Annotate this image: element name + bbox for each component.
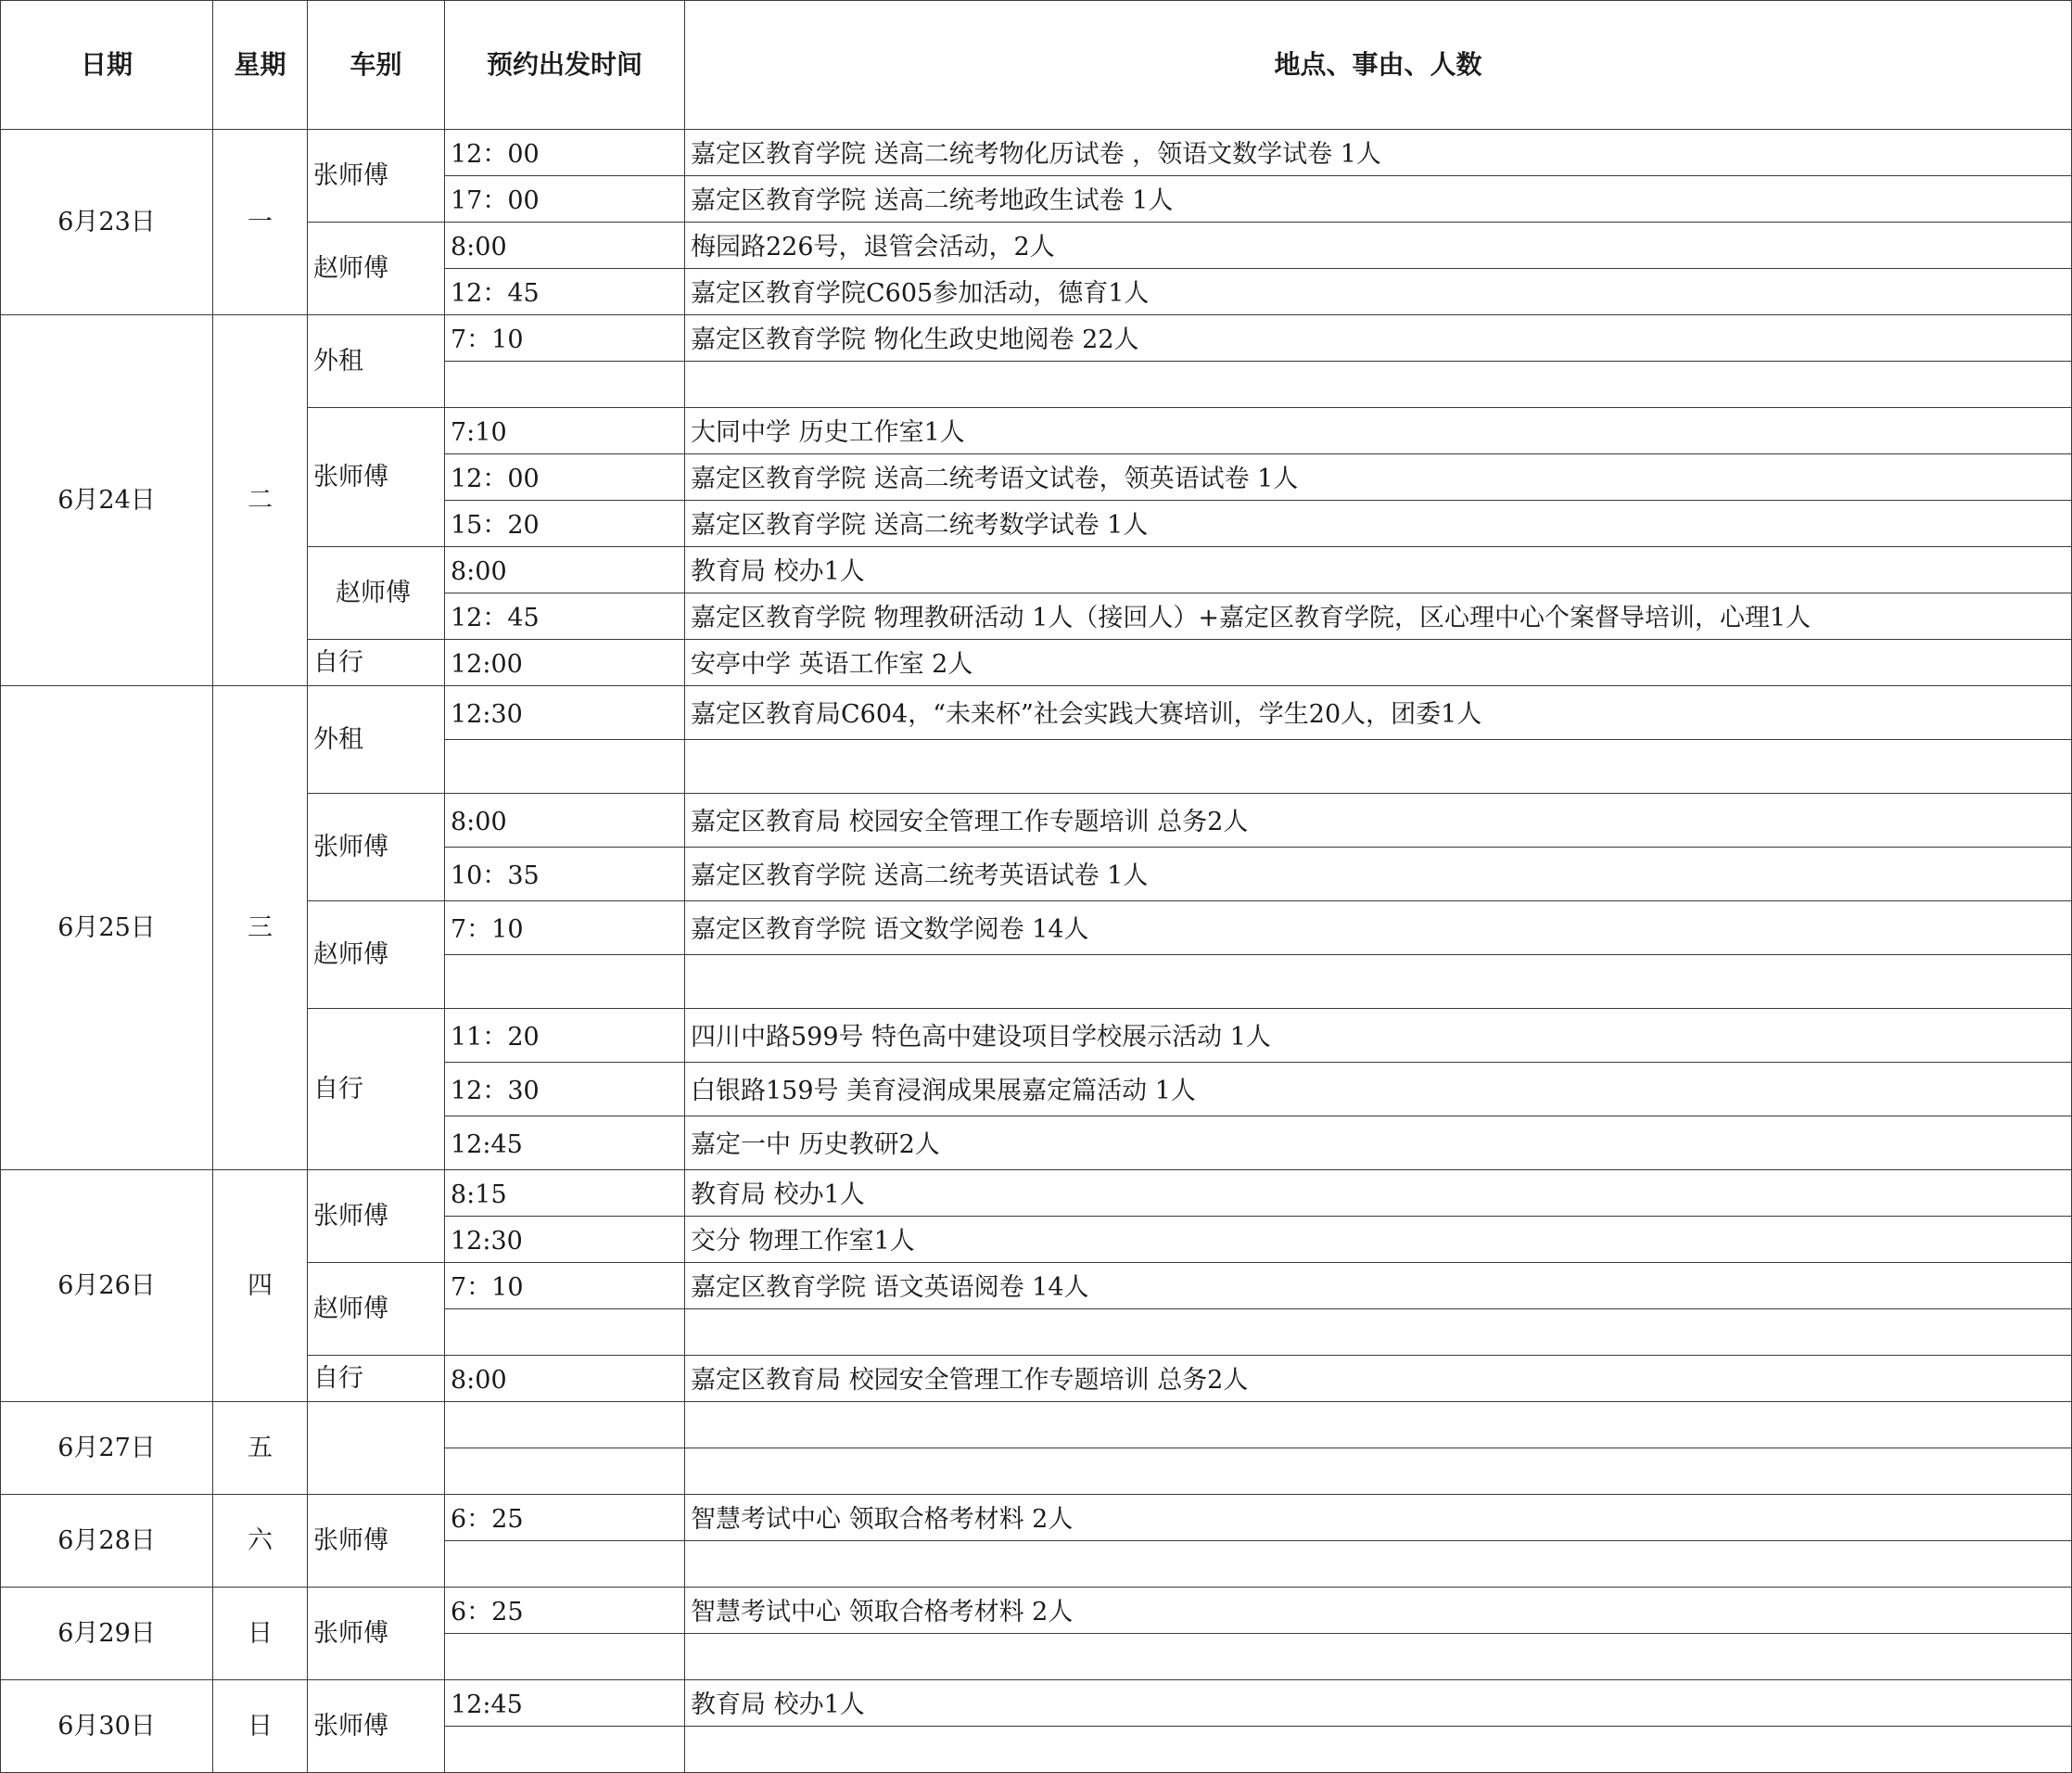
header-vehicle: 车别 — [308, 1, 445, 130]
detail-cell: 嘉定区教育学院 语文数学阅卷 14人 — [685, 901, 2072, 955]
time-cell: 8:00 — [445, 1356, 685, 1402]
detail-cell — [685, 955, 2072, 1009]
time-cell: 7：10 — [445, 901, 685, 955]
weekday-cell: 一 — [213, 130, 308, 315]
detail-cell: 嘉定区教育学院 送高二统考地政生试卷 1人 — [685, 176, 2072, 223]
time-cell: 6：25 — [445, 1495, 685, 1541]
vehicle-cell — [308, 1402, 445, 1495]
detail-cell: 嘉定区教育学院 送高二统考语文试卷，领英语试卷 1人 — [685, 454, 2072, 501]
date-cell: 6月26日 — [1, 1170, 213, 1402]
schedule-row — [1, 1588, 2072, 1634]
vehicle-cell: 外租 — [308, 686, 445, 794]
vehicle-cell: 张师傅 — [308, 1680, 445, 1773]
detail-cell: 嘉定区教育学院 物理教研活动 1人（接回人）+嘉定区教育学院，区心理中心个案督导培训，心理1人 — [685, 593, 2072, 640]
schedule-row — [1, 1495, 2072, 1541]
schedule-row — [1, 1170, 2072, 1217]
schedule-row — [1, 1263, 2072, 1309]
detail-cell: 嘉定区教育学院C605参加活动，德育1人 — [685, 269, 2072, 315]
detail-cell: 嘉定区教育学院 送高二统考英语试卷 1人 — [685, 848, 2072, 901]
detail-cell — [685, 1727, 2072, 1773]
schedule-row — [1, 130, 2072, 176]
vehicle-cell: 张师傅 — [308, 130, 445, 223]
vehicle-cell: 自行 — [308, 1356, 445, 1402]
time-cell: 12:30 — [445, 686, 685, 740]
date-cell: 6月28日 — [1, 1495, 213, 1588]
time-cell — [445, 362, 685, 408]
time-cell: 8:00 — [445, 223, 685, 269]
detail-cell: 大同中学 历史工作室1人 — [685, 408, 2072, 454]
vehicle-cell: 赵师傅 — [308, 223, 445, 315]
schedule-row — [1, 640, 2072, 686]
schedule-row — [1, 547, 2072, 593]
detail-cell: 嘉定区教育学院 物化生政史地阅卷 22人 — [685, 315, 2072, 362]
time-cell — [445, 1448, 685, 1495]
vehicle-cell: 外租 — [308, 315, 445, 408]
time-cell: 12：00 — [445, 454, 685, 501]
time-cell: 10：35 — [445, 848, 685, 901]
detail-cell — [685, 740, 2072, 794]
date-cell: 6月24日 — [1, 315, 213, 686]
detail-cell: 四川中路599号 特色高中建设项目学校展示活动 1人 — [685, 1009, 2072, 1063]
detail-cell — [685, 1402, 2072, 1448]
weekday-cell: 日 — [213, 1680, 308, 1773]
time-cell: 12:45 — [445, 1680, 685, 1727]
date-cell: 6月30日 — [1, 1680, 213, 1773]
time-cell: 15：20 — [445, 501, 685, 547]
detail-cell — [685, 1448, 2072, 1495]
vehicle-cell: 张师傅 — [308, 794, 445, 901]
time-cell — [445, 1309, 685, 1356]
time-cell: 12：45 — [445, 269, 685, 315]
header-weekday: 星期 — [213, 1, 308, 130]
schedule-row — [1, 1356, 2072, 1402]
time-cell: 12：30 — [445, 1063, 685, 1116]
vehicle-cell: 自行 — [308, 1009, 445, 1170]
time-cell: 11：20 — [445, 1009, 685, 1063]
time-cell: 7:10 — [445, 408, 685, 454]
weekday-cell: 二 — [213, 315, 308, 686]
time-cell: 12:30 — [445, 1217, 685, 1263]
detail-cell: 交分 物理工作室1人 — [685, 1217, 2072, 1263]
detail-cell: 智慧考试中心 领取合格考材料 2人 — [685, 1588, 2072, 1634]
vehicle-cell: 赵师傅 — [308, 1263, 445, 1356]
weekday-cell: 六 — [213, 1495, 308, 1588]
time-cell — [445, 740, 685, 794]
time-cell — [445, 1634, 685, 1680]
schedule-row — [1, 315, 2072, 362]
detail-cell: 嘉定区教育学院 送高二统考物化历试卷 ，领语文数学试卷 1人 — [685, 130, 2072, 176]
header-time: 预约出发时间 — [445, 1, 685, 130]
weekday-cell: 三 — [213, 686, 308, 1170]
detail-cell — [685, 1634, 2072, 1680]
detail-cell: 嘉定区教育学院 送高二统考数学试卷 1人 — [685, 501, 2072, 547]
time-cell — [445, 1727, 685, 1773]
time-cell — [445, 955, 685, 1009]
schedule-row — [1, 1009, 2072, 1063]
detail-cell: 安亭中学 英语工作室 2人 — [685, 640, 2072, 686]
detail-cell: 教育局 校办1人 — [685, 547, 2072, 593]
time-cell: 12:00 — [445, 640, 685, 686]
time-cell: 12:45 — [445, 1116, 685, 1170]
vehicle-cell: 张师傅 — [308, 408, 445, 547]
schedule-row — [1, 1680, 2072, 1727]
time-cell: 7：10 — [445, 315, 685, 362]
vehicle-cell: 自行 — [308, 640, 445, 686]
detail-cell: 白银路159号 美育浸润成果展嘉定篇活动 1人 — [685, 1063, 2072, 1116]
schedule-row — [1, 1402, 2072, 1448]
detail-cell: 嘉定区教育局 校园安全管理工作专题培训 总务2人 — [685, 794, 2072, 848]
date-cell: 6月25日 — [1, 686, 213, 1170]
detail-cell: 嘉定一中 历史教研2人 — [685, 1116, 2072, 1170]
schedule-row — [1, 223, 2072, 269]
weekday-cell: 四 — [213, 1170, 308, 1402]
vehicle-cell: 张师傅 — [308, 1495, 445, 1588]
detail-cell: 梅园路226号，退管会活动，2人 — [685, 223, 2072, 269]
header-detail: 地点、事由、人数 — [685, 1, 2072, 130]
time-cell — [445, 1402, 685, 1448]
detail-cell — [685, 1541, 2072, 1588]
time-cell: 6：25 — [445, 1588, 685, 1634]
date-cell: 6月29日 — [1, 1588, 213, 1680]
detail-cell: 嘉定区教育局 校园安全管理工作专题培训 总务2人 — [685, 1356, 2072, 1402]
vehicle-cell: 张师傅 — [308, 1588, 445, 1680]
detail-cell: 教育局 校办1人 — [685, 1170, 2072, 1217]
schedule-row — [1, 408, 2072, 454]
vehicle-cell: 赵师傅 — [308, 901, 445, 1009]
time-cell: 8:15 — [445, 1170, 685, 1217]
detail-cell: 智慧考试中心 领取合格考材料 2人 — [685, 1495, 2072, 1541]
schedule-row — [1, 794, 2072, 848]
time-cell: 8:00 — [445, 547, 685, 593]
vehicle-cell: 赵师傅 — [308, 547, 445, 640]
time-cell: 7：10 — [445, 1263, 685, 1309]
vehicle-cell: 张师傅 — [308, 1170, 445, 1263]
schedule-row — [1, 686, 2072, 740]
detail-cell — [685, 362, 2072, 408]
schedule-row — [1, 901, 2072, 955]
time-cell: 12：45 — [445, 593, 685, 640]
weekday-cell: 日 — [213, 1588, 308, 1680]
time-cell: 8:00 — [445, 794, 685, 848]
header-row — [1, 1, 2072, 130]
weekday-cell: 五 — [213, 1402, 308, 1495]
detail-cell: 嘉定区教育局C604，“未来杯”社会实践大赛培训，学生20人，团委1人 — [685, 686, 2072, 740]
detail-cell: 教育局 校办1人 — [685, 1680, 2072, 1727]
schedule-body — [1, 1, 2072, 1773]
time-cell: 17：00 — [445, 176, 685, 223]
time-cell — [445, 1541, 685, 1588]
date-cell: 6月27日 — [1, 1402, 213, 1495]
header-date: 日期 — [1, 1, 213, 130]
detail-cell — [685, 1309, 2072, 1356]
date-cell: 6月23日 — [1, 130, 213, 315]
time-cell: 12：00 — [445, 130, 685, 176]
detail-cell: 嘉定区教育学院 语文英语阅卷 14人 — [685, 1263, 2072, 1309]
